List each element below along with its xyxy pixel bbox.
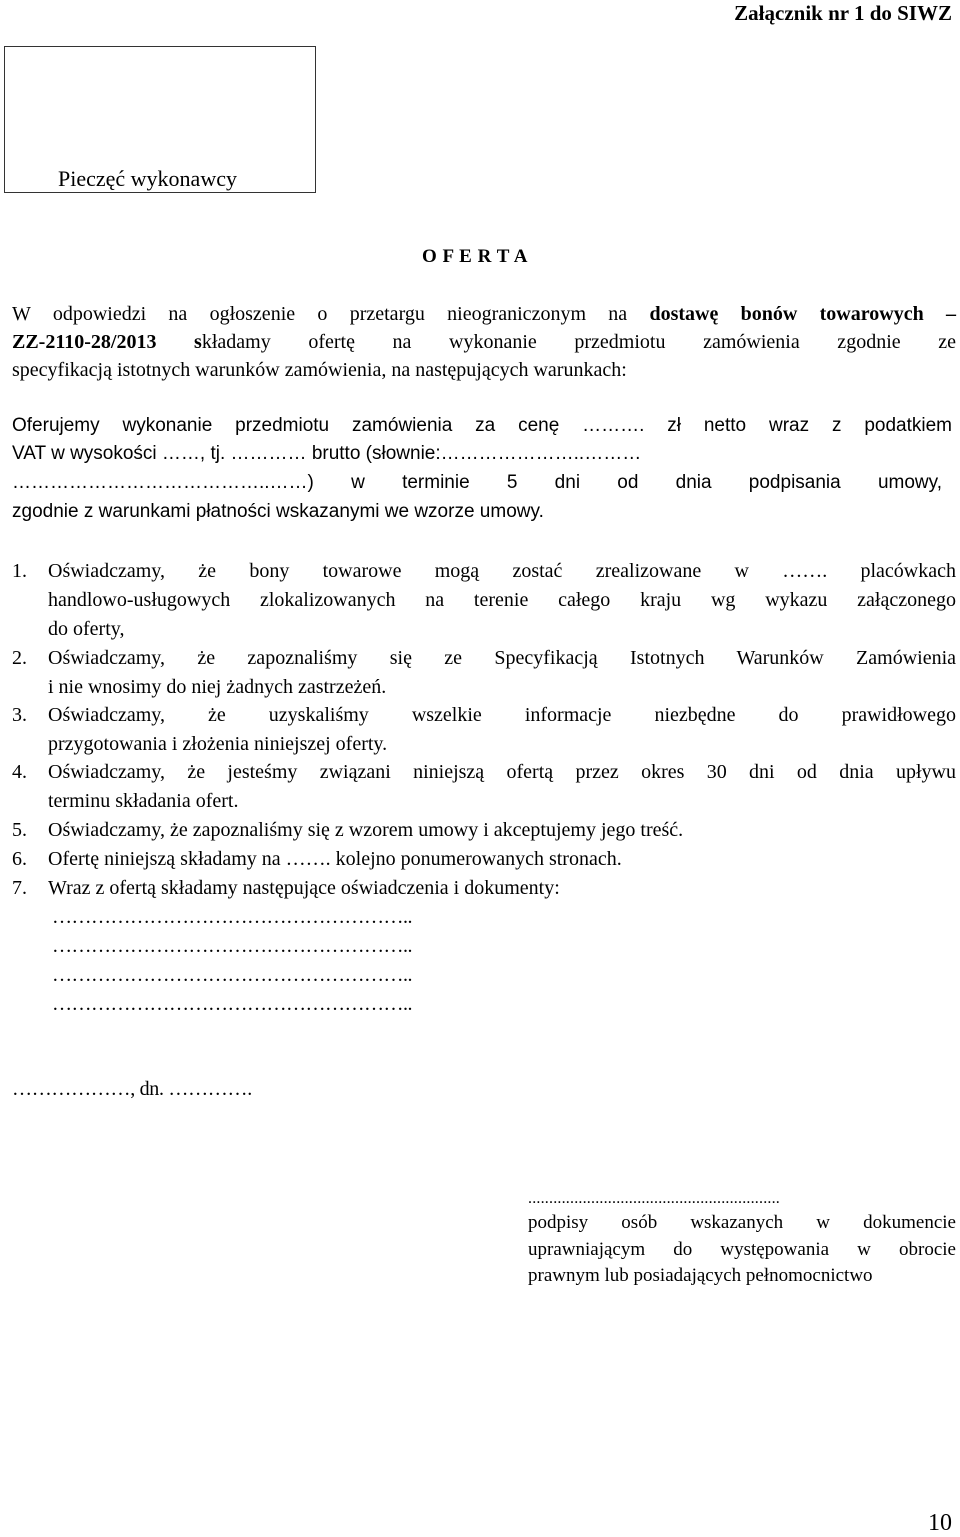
signature-line-1: podpisy osób wskazanych w dokumencie	[528, 1212, 956, 1233]
item-1-line-2: handlowo-usługowych zlokalizowanych na terenie całego kraju wg wykazu załączonego	[48, 589, 956, 611]
reference-number: ZZ-2110-28/2013	[12, 331, 157, 353]
document-line-2: ………………………………………………..	[52, 935, 412, 957]
item-1-number: 1.	[12, 560, 27, 582]
item-1-line-1: Oświadczamy, że bony towarowe mogą zostać zrealizowane w ……. placówkach	[48, 560, 956, 582]
document-line-1: ………………………………………………..	[52, 906, 412, 928]
intro-text: kładamy ofertę na wykonanie przedmiotu zamówienia zgodnie ze	[201, 331, 956, 353]
price-line-4: zgodnie z warunkami płatności wskazanymi we wzorze umowy.	[12, 501, 544, 522]
item-2-line-1: Oświadczamy, że zapoznaliśmy się ze Specyfikacją Istotnych Warunków Zamówienia	[48, 647, 956, 669]
item-1-line-3: do oferty,	[48, 618, 125, 640]
signature-dots: ............................................................	[528, 1190, 780, 1207]
item-4-line-1: Oświadczamy, że jesteśmy związani niniejszą ofertą przez okres 30 dni od dnia upływu	[48, 761, 956, 783]
item-3-line-1: Oświadczamy, że uzyskaliśmy wszelkie informacje niezbędne do prawidłowego	[48, 704, 956, 726]
page-number: 10	[928, 1510, 952, 1536]
intro-bold-letter: s	[156, 331, 202, 353]
intro-paragraph	[12, 300, 956, 384]
item-5-number: 5.	[12, 819, 27, 841]
intro-subject: dostawę bonów towarowych –	[649, 303, 956, 325]
item-7-number: 7.	[12, 877, 27, 899]
item-2-number: 2.	[12, 647, 27, 669]
item-6-number: 6.	[12, 848, 27, 870]
item-4-line-2: terminu składania ofert.	[48, 790, 239, 812]
stamp-label: Pieczęć wykonawcy	[58, 166, 237, 191]
document-title: O F E R T A	[422, 246, 528, 267]
intro-line-1	[12, 300, 956, 328]
intro-line-3: specyfikacją istotnych warunków zamówienia, na następujących warunkach:	[12, 359, 627, 381]
item-4-number: 4.	[12, 761, 27, 783]
item-3-line-2: przygotowania i złożenia niniejszej oferty.	[48, 733, 388, 755]
item-2-line-2: i nie wnosimy do niej żadnych zastrzeżeń.	[48, 676, 387, 698]
price-line-1: Oferujemy wykonanie przedmiotu zamówienia za cenę ………. zł netto wraz z podatkiem	[12, 415, 952, 436]
item-6-line-1: Ofertę niniejszą składamy na ……. kolejno ponumerowanych stronach.	[48, 848, 622, 870]
intro-line-2	[12, 328, 956, 356]
item-7-line-1: Wraz z ofertą składamy następujące oświadczenia i dokumenty:	[48, 877, 560, 899]
price-line-2: VAT w wysokości ……, tj. ………… brutto (słownie:…………………..………	[12, 443, 642, 464]
document-line-4: ………………………………………………..	[52, 993, 412, 1015]
intro-text: W odpowiedzi na ogłoszenie o przetargu nieograniczonym na	[12, 303, 650, 325]
place-date: ………………, dn. ………….	[12, 1078, 252, 1100]
document-line-3: ………………………………………………..	[52, 964, 412, 986]
price-line-3: …………………………………..……) w terminie 5 dni od dnia podpisania umowy,	[12, 472, 942, 493]
signature-line-3: prawnym lub posiadających pełnomocnictwo	[528, 1265, 873, 1286]
annex-label: Załącznik nr 1 do SIWZ	[734, 1, 952, 25]
item-3-number: 3.	[12, 704, 27, 726]
signature-line-2: uprawniającym do występowania w obrocie	[528, 1239, 956, 1260]
item-5-line-1: Oświadczamy, że zapoznaliśmy się z wzorem umowy i akceptujemy jego treść.	[48, 819, 684, 841]
